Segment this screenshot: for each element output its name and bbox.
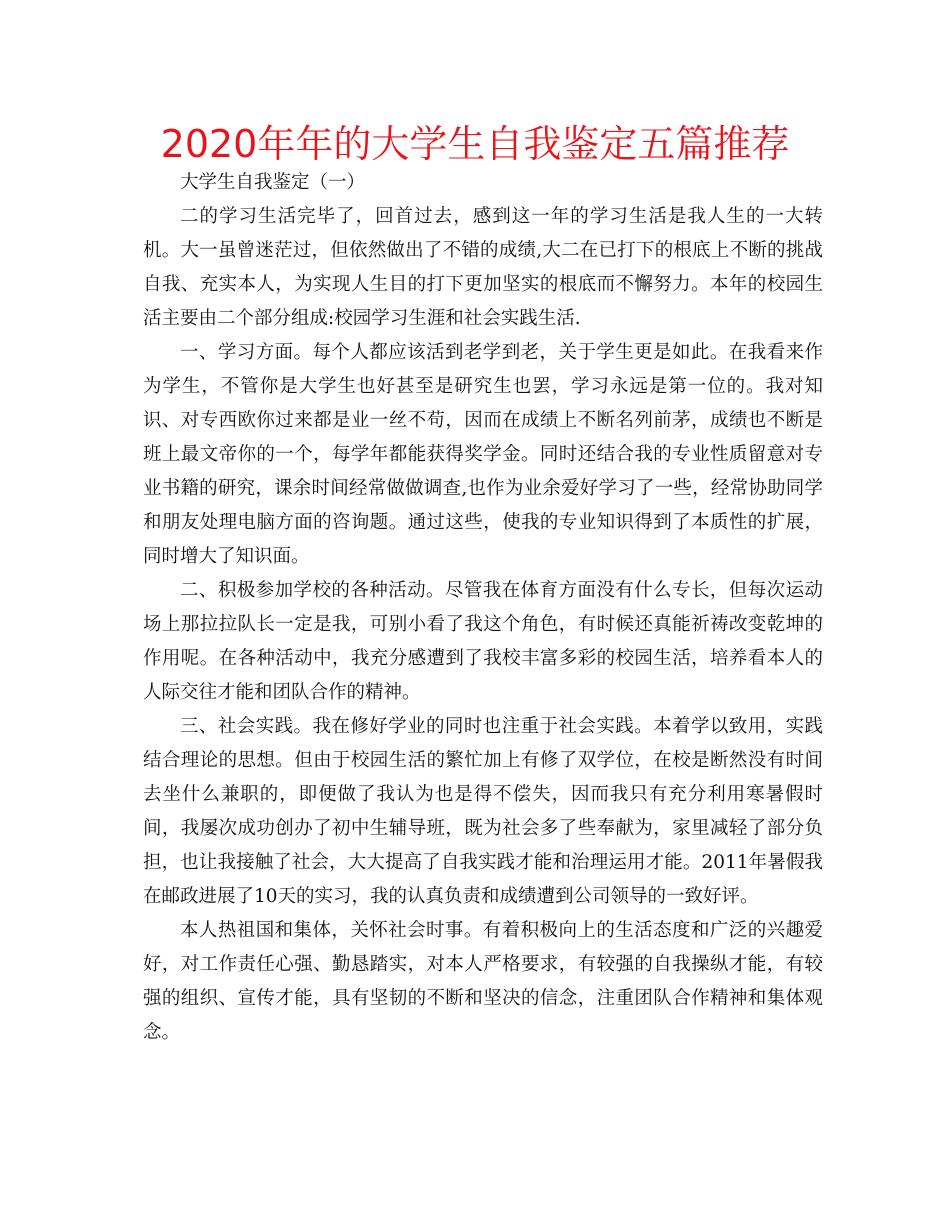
paragraph-conclusion: 本人热祖国和集体，关怀社会时事。有着积极向上的生活态度和广泛的兴趣爱好，对工作责任心强、勤恳踏实，对本人严格要求，有较强的自我操纵才能，有较强的组织、宣传才能，具有坚韧的不断和坚决的信念，注重团队合作精神和集体观念。 [143, 920, 823, 1043]
section-heading: 大学生自我鉴定（一） [180, 172, 366, 193]
document-title: 2020年年的大学生自我鉴定五篇推荐 [160, 122, 790, 166]
paragraph-study: 一、学习方面。每个人都应该活到老学到老，关于学生更是如此。在我看来作为学生，不管你是大学生也好甚至是研究生也罢，学习永远是第一位的。我对知识、对专西欧你过来都是业一丝不苟，因而在成绩上不断名列前茅，成绩也不断是班上最文帝你的一个，每学年都能获得奖学金。同时还结合我的专业性质留意对专业书籍的研究，课余时间经常做做调查,也作为业余爱好学习了一些，经常协助同学和朋友处理电脑方面的咨询题。通过这些，使我的专业知识得到了本质性的扩展，同时增大了知识面。 [143, 342, 823, 567]
paragraph-activities: 二、积极参加学校的各种活动。尽管我在体育方面没有什么专长，但每次运动场上那拉拉队长一定是我，可别小看了我这个角色，有时候还真能祈祷改变乾坤的作用呢。在各种活动中，我充分感遭到了我校丰富多彩的校园生活，培养看本人的人际交往才能和团队合作的精神。 [143, 580, 823, 703]
document-body [143, 166, 823, 1050]
paragraph-social-practice: 三、社会实践。我在修好学业的同时也注重于社会实践。本着学以致用，实践结合理论的思想。但由于校园生活的繁忙加上有修了双学位，在校是断然没有时间去坐什么兼职的，即便做了我认为也是得不偿失，因而我只有充分利用寒暑假时间，我屡次成功创办了初中生辅导班，既为社会多了些奉献为，家里减轻了部分负担，也让我接触了社会，大大提高了自我实践才能和治理运用才能。2011年暑假我在邮政进展了10天的实习，我的认真负责和成绩遭到公司领导的一致好评。 [143, 716, 823, 907]
paragraph-intro: 二的学习生活完毕了，回首过去，感到这一年的学习生活是我人生的一大转机。大一虽曾迷茫过，但依然做出了不错的成绩,大二在已打下的根底上不断的挑战自我、充实本人，为实现人生目的打下更加坚实的根底而不懈努力。本年的校园生活主要由二个部分组成:校园学习生涯和社会实践生活. [143, 206, 823, 329]
